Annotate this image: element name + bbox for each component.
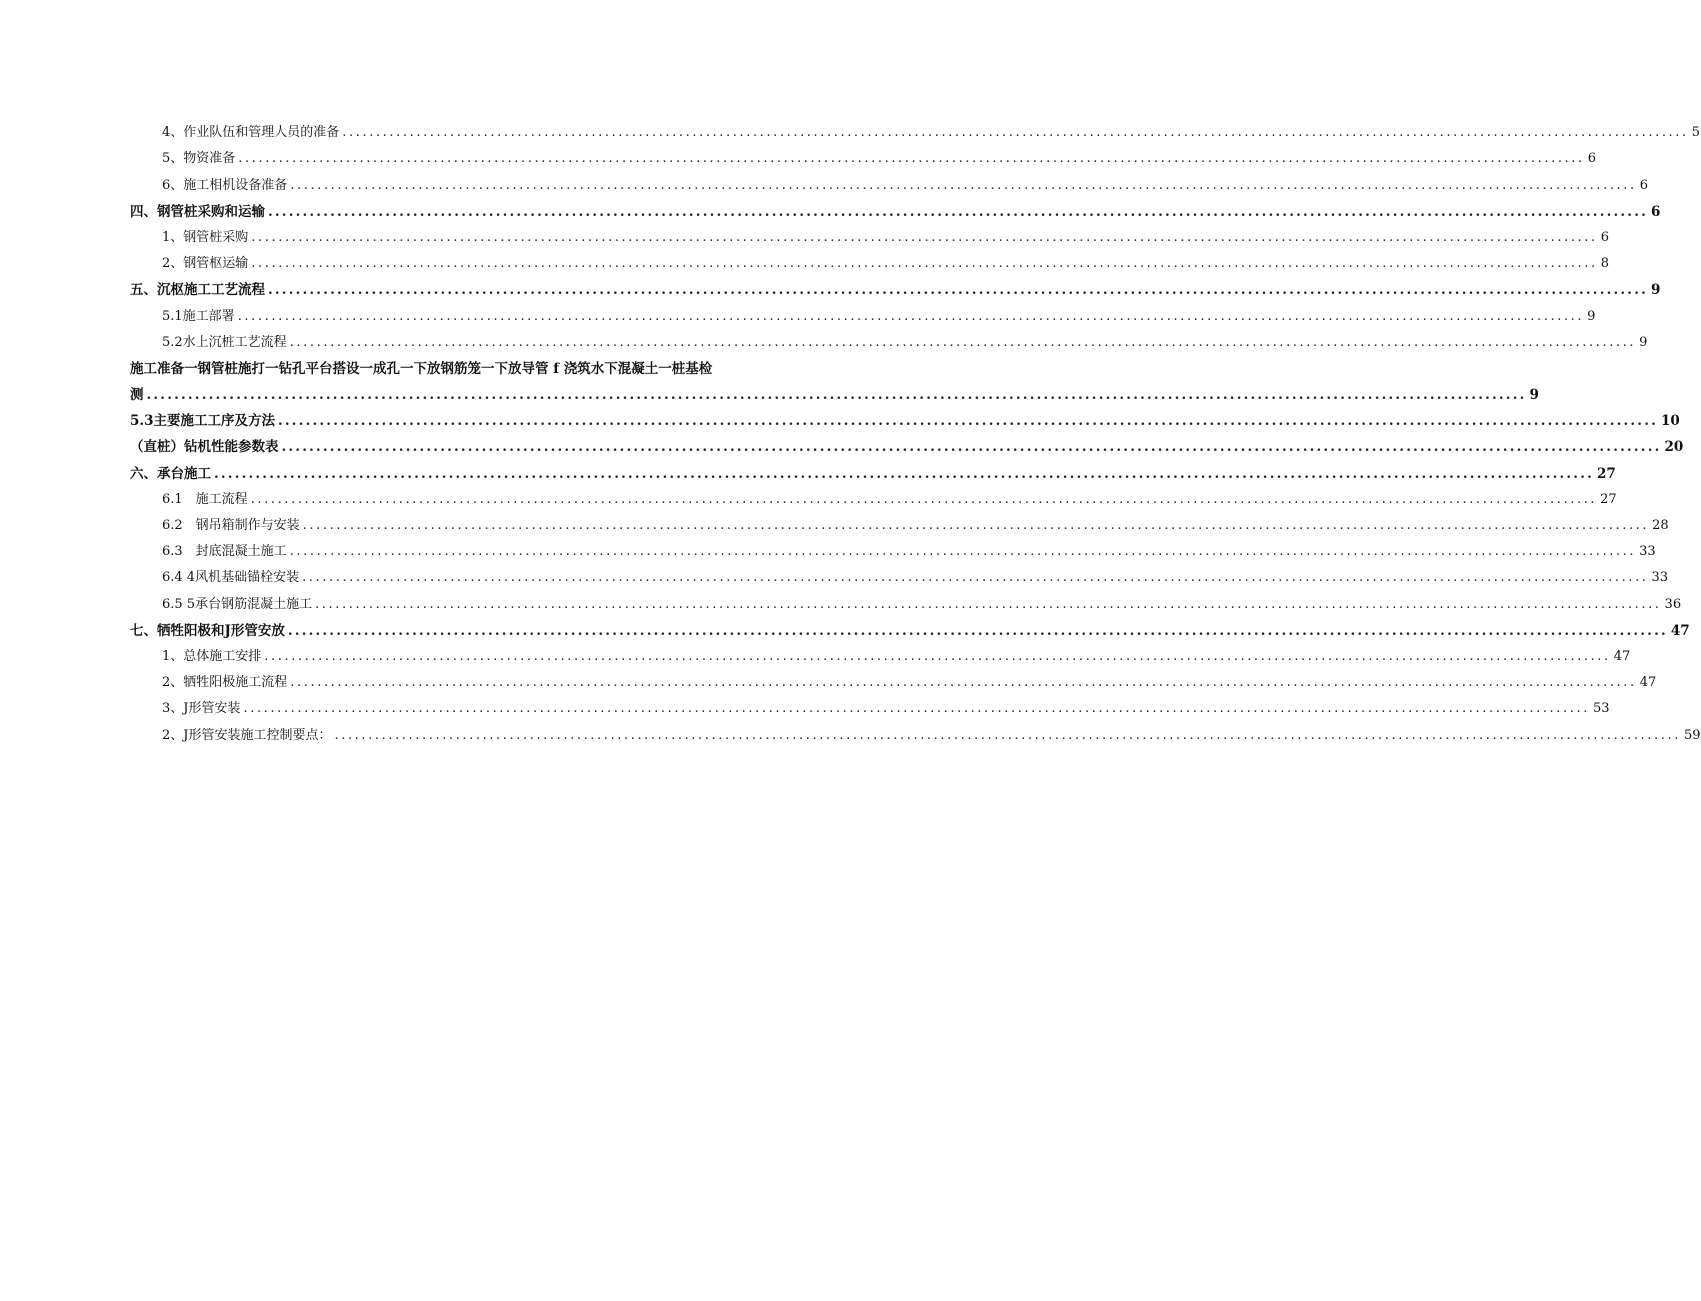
dot-leader: ........................................................................................................................................................................................................ [281,439,1662,456]
toc-entry[interactable] [130,537,1656,563]
dot-leader: ........................................................................................................................................................................................................ [243,701,1590,717]
toc-entry[interactable] [130,223,1610,249]
dot-leader: ........................................................................................................................................................................................................ [289,544,1637,560]
dot-leader: ........................................................................................................................................................................................................ [278,413,1658,430]
toc-entry-page: 20 [1664,439,1684,456]
toc-entry-title: 2、J形管安装施工控制要点： [162,727,332,743]
toc-entry-title-line1: 施工准备一钢管桩施打一钻孔平台搭设一成孔一下放钢筋笼一下放导管 f 浇筑水下混凝土一桩基检 [130,360,713,377]
toc-entry[interactable] [130,642,1631,668]
toc-entry[interactable] [130,563,1669,589]
toc-entry-page: 10 [1661,413,1680,430]
toc-entry-page: 6 [1587,151,1597,167]
toc-entry-page: 33 [1639,544,1656,560]
toc-entry-page: 6 [1651,203,1661,220]
toc-entry-page: 47 [1639,675,1657,691]
toc-entry[interactable] [130,301,1596,327]
toc-entry[interactable] [130,485,1617,511]
toc-entry[interactable] [130,589,1682,615]
dot-leader: ........................................................................................................................................................................................................ [289,334,1637,350]
dot-leader: ........................................................................................................................................................................................................ [264,648,1611,664]
dot-leader: ........................................................................................................................................................................................................ [302,570,1649,586]
toc-entry[interactable] [130,118,1701,144]
dot-leader: ........................................................................................................................................................................................................ [214,465,1594,482]
toc-entry[interactable] [130,668,1657,694]
toc-entry-page: 33 [1651,570,1669,586]
dot-leader: ........................................................................................................................................................................................................ [334,727,1681,743]
toc-chapter-entry[interactable] [130,197,1661,223]
toc-entry-title: （直桩）钻机性能参数表 [130,439,279,456]
toc-entry-page: 6 [1600,229,1610,245]
toc-entry-page: 6 [1639,177,1649,193]
dot-leader: ........................................................................................................................................................................................................ [268,282,1648,299]
dot-leader: ........................................................................................................................................................................................................ [251,229,1598,245]
toc-entry[interactable] [130,144,1597,170]
toc-entry-title: 6.5 5承台钢筋混凝土施工 [162,596,313,612]
dot-leader: ........................................................................................................................................................................................................ [315,596,1662,612]
toc-entry[interactable] [130,694,1610,720]
toc-entry-page: 9 [1639,334,1648,350]
toc-chapter-entry[interactable] [130,380,1539,406]
dot-leader: ........................................................................................................................................................................................................ [287,622,1668,639]
toc-entry-title: 七、牺牲阳极和J形管安放 [130,622,285,639]
toc-entry-page: 53 [1592,701,1610,717]
toc-entry-title: 5.3主要施工工序及方法 [130,413,275,430]
toc-entry-title: 六、承台施工 [130,465,211,482]
toc-entry-page: 47 [1670,622,1690,639]
dot-leader: ........................................................................................................................................................................................................ [146,387,1527,404]
toc-entry-page: 36 [1664,596,1682,612]
toc-entry-title: 五、沉枢施工工艺流程 [130,282,265,299]
dot-leader: ........................................................................................................................................................................................................ [302,518,1650,533]
dot-leader: ........................................................................................................................................................................................................ [290,177,1637,193]
toc-entry-title: 2、钢管枢运输 [162,256,249,272]
toc-entry-title: 3、J形管安装 [162,701,241,717]
toc-entry-page: 9 [1651,282,1661,299]
toc-entry-page: 9 [1529,387,1539,404]
toc-entry-wrapped-line[interactable] [130,354,808,380]
dot-leader: ........................................................................................................................................................................................................ [342,125,1689,141]
toc-entry[interactable] [130,511,1669,537]
toc-entry[interactable] [130,170,1649,196]
toc-entry-title: 6.2 钢吊箱制作与安装 [162,518,300,533]
toc-entry-title: 2、牺牲阳极施工流程 [162,675,288,691]
toc-entry-title: 6、施工相机设备准备 [162,177,288,193]
toc-chapter-entry[interactable] [130,616,1690,642]
toc-entry-page: 27 [1597,465,1616,482]
toc-chapter-entry[interactable] [130,432,1684,458]
toc-entry-title: 测 [130,387,144,404]
toc-entry-title: 5.1施工部署 [162,308,235,324]
toc-chapter-entry[interactable] [130,406,1680,432]
toc-entry[interactable] [130,720,1701,746]
toc-entry[interactable] [130,328,1648,354]
toc-entry-title: 6.4 4风机基础锚栓安装 [162,570,300,586]
dot-leader: ........................................................................................................................................................................................................ [238,151,1585,167]
toc-entry-title: 1、钢管桩采购 [162,229,249,245]
toc-entry-title: 四、钢管桩采购和运输 [130,203,265,220]
toc-entry[interactable] [130,249,1610,275]
toc-entry-title: 5、物资准备 [162,151,236,167]
toc-entry-page: 47 [1613,648,1631,664]
toc-chapter-entry[interactable] [130,275,1661,301]
toc-entry-page: 28 [1652,518,1669,533]
table-of-contents [130,118,1701,747]
dot-leader: ........................................................................................................................................................................................................ [290,675,1637,691]
toc-entry-page: 27 [1600,491,1617,507]
dot-leader: ........................................................................................................................................................................................................ [268,203,1648,220]
toc-chapter-entry[interactable] [130,458,1616,484]
toc-entry-title: 1、总体施工安排 [162,648,262,664]
toc-entry-title: 4、作业队伍和管理人员的准备 [162,125,340,141]
toc-entry-title: 5.2水上沉桩工艺流程 [162,334,287,350]
toc-entry-title: 6.3 封底混凝土施工 [162,544,287,560]
toc-entry-page: 9 [1587,308,1596,324]
toc-entry-page: 5 [1691,125,1701,141]
dot-leader: ........................................................................................................................................................................................................ [250,491,1598,507]
toc-entry-title: 6.1 施工流程 [162,491,248,507]
dot-leader: ........................................................................................................................................................................................................ [251,256,1598,272]
toc-entry-page: 59 [1683,727,1701,743]
toc-entry-page: 8 [1600,256,1610,272]
dot-leader: ........................................................................................................................................................................................................ [237,308,1585,324]
